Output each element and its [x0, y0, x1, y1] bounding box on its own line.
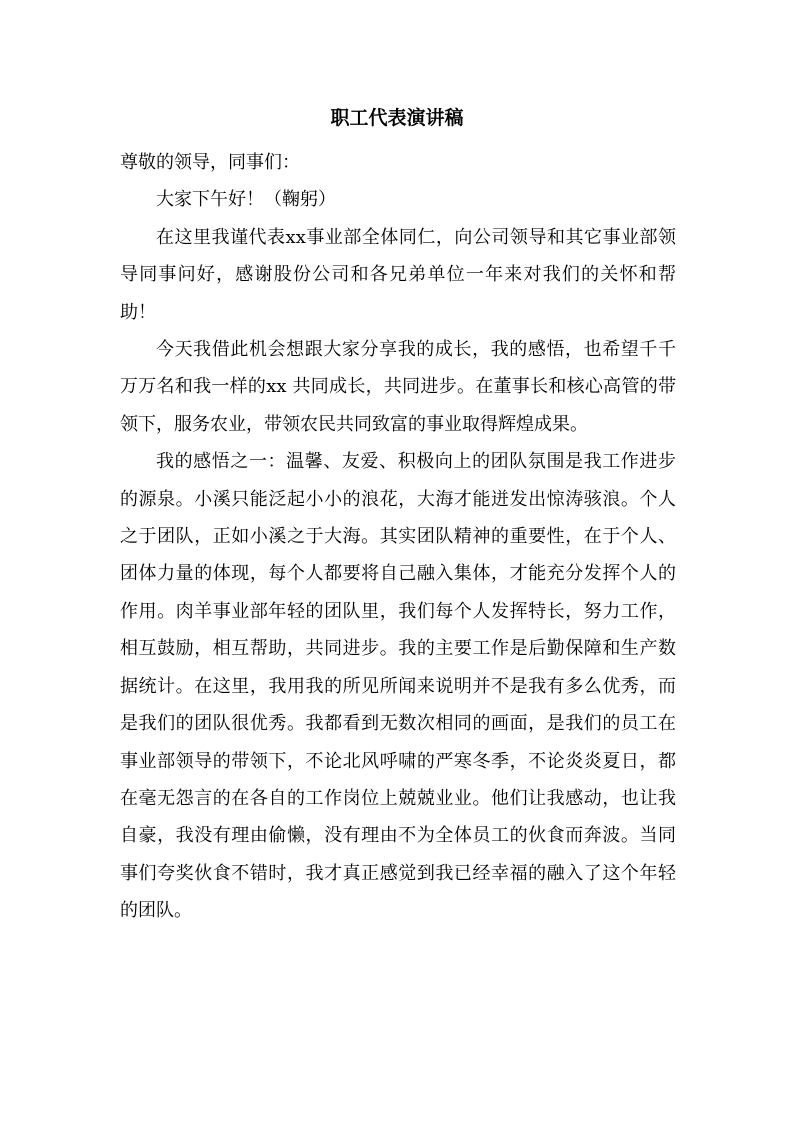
paragraph-sharing: 今天我借此机会想跟大家分享我的成长，我的感悟，也希望千千万万名和我一样的xx 共同成长，共同进步。在董事长和核心高管的带领下，服务农业，带领农民共同致富的事业取得辉煌成果。: [120, 339, 676, 435]
document-body: [120, 144, 676, 930]
paragraph-greeting: 大家下午好！（鞠躬）: [156, 189, 336, 211]
paragraph-thanks: 在这里我谨代表xx事业部全体同仁，向公司领导和其它事业部领导同事问好，感谢股份公司和各兄弟单位一年来对我们的关怀和帮助！: [120, 226, 676, 323]
salutation: 尊敬的领导，同事们：: [120, 152, 300, 173]
paragraph-insight-one: 我的感悟之一：温馨、友爱、积极向上的团队氛围是我工作进步的源泉。小溪只能泛起小小的浪花，大海才能迸发出惊涛骇浪。个人之于团队，正如小溪之于大海。其实团队精神的重要性，在于个人、团体力量的体现，每个人都要将自己融入集体，才能充分发挥个人的作用。肉羊事业部年轻的团队里，我们每个人发挥特长，努力工作，相互鼓励，相互帮助，共同进步。我的主要工作是后勤保障和生产数据统计。在这里，我用我的所见所闻来说明并不是我有多么优秀，而是我们的团队很优秀。我都看到无数次相同的画面，是我们的员工在事业部领导的带领下，不论北风呼啸的严寒冬季，不论炎炎夏日，都在毫无怨言的在各自的工作岗位上兢兢业业。他们让我感动，也让我自豪，我没有理由偷懒，没有理由不为全体员工的伙食而奔波。当同事们夸奖伙食不错时，我才真正感觉到我已经幸福的融入了这个年轻的团队。: [120, 451, 676, 922]
document-title: 职工代表演讲稿: [330, 107, 464, 129]
